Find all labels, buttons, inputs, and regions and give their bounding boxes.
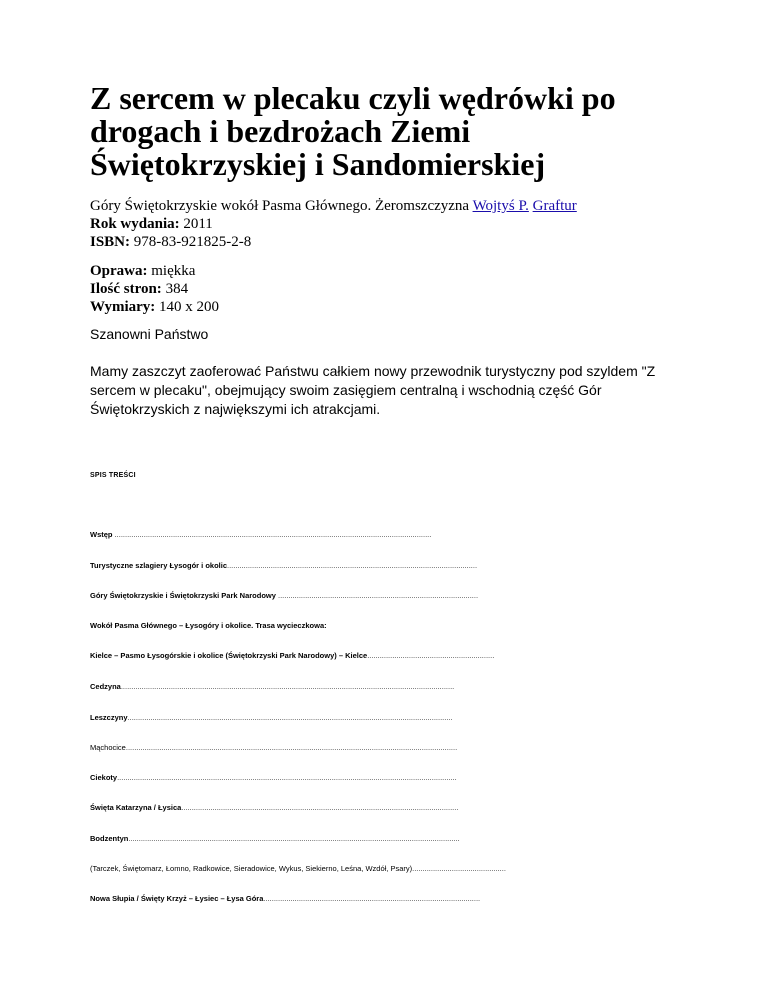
pages-row [90,280,730,298]
toc-item-text: Turystyczne szlagiery Łysogór i okolic [90,561,227,570]
binding-label: Oprawa: [90,263,148,279]
size-row [90,298,730,316]
toc-item-dots: ................................................................................................ [278,591,479,600]
year-value: 2011 [183,216,213,232]
toc-item [90,864,590,874]
binding-value: miękka [151,263,196,279]
toc-item [90,713,485,723]
toc-item [90,894,555,904]
isbn-label: ISBN: [90,234,131,250]
toc-item [90,651,545,661]
toc-item [90,530,480,540]
toc-item-text: Wokół Pasma Głównego – Łysogóry i okolice. Trasa wycieczkowa: [90,621,327,630]
subtitle-text: Góry Świętokrzyskie wokół Pasma Głównego. Żeromszczyzna [90,198,470,214]
toc-item [90,621,410,631]
toc-item-text: Leszczyny [90,713,128,722]
isbn-value: 978-83-921825-2-8 [133,234,252,250]
toc-item-dots: ........................................................................................................ [263,894,481,903]
year-row [90,215,730,233]
greeting: Szanowni Państwo [90,326,209,342]
toc-item-dots: ..................................................................................................................................... [181,803,459,812]
size-label: Wymiary: [90,299,156,315]
subtitle-line [90,197,730,215]
author-link[interactable]: Wojtyś P. [472,198,529,214]
toc-item [90,561,515,571]
book-specs [90,262,730,316]
toc-heading: SPIS TREŚCI [90,472,136,479]
toc-item-dots: ............................................................................................................................................................... [128,834,460,843]
toc-item-dots: ................................................................................................................................................................... [117,773,457,782]
toc-item [90,773,485,783]
pages-value: 384 [165,281,189,297]
toc-item-text: Ciekoty [90,773,118,782]
intro-paragraph: Mamy zaszczyt zaoferować Państwu całkiem nowy przewodnik turystyczny pod szyldem "Z sercem w plecaku", obejmujący swoim zasięgiem centralną i wschodnią część Gór Świętokrzyskich z największymi ich atrakcjami. [90,363,656,417]
toc-item [90,743,488,753]
isbn-row [90,233,730,251]
toc-item-text: Wstęp [90,530,115,539]
toc-item [90,834,488,844]
toc-item-dots: ............................................................................................................................................................... [125,743,458,752]
binding-row [90,262,730,280]
toc-item-text: Nowa Słupia / Święty Krzyż – Łysiec – Łysa Góra [90,894,264,903]
page-title: Z sercem w plecaku czyli wędrówki po drogach i bezdrożach Ziemi Świętokrzyskiej i Sandomierskiej [90,80,616,182]
toc-item-text: Góry Świętokrzyskie i Świętokrzyski Park Narodowy [90,591,278,600]
publisher-link[interactable]: Graftur [532,198,577,214]
pages-label: Ilość stron: [90,281,162,297]
toc-item [90,803,520,813]
toc-item [90,682,500,692]
toc-item-dots: ............................................. [412,864,506,873]
toc-item-dots: ............................................................. [367,651,495,660]
toc-item-text: Cedzyna [90,682,121,691]
toc-item-text: Bodzentyn [90,834,129,843]
year-label: Rok wydania: [90,216,180,232]
book-meta [90,197,730,251]
size-value: 140 x 200 [159,299,220,315]
toc-item-text: (Tarczek, Świętomarz, Łomno, Radkowice, Sieradowice, Wykus, Siekierno, Leśna, Wzdół, Psary) [90,864,413,873]
toc-item-dots: ................................................................................................................................................................ [120,682,455,691]
toc-item-text: Kielce – Pasmo Łysogórskie i okolice (Świętokrzyski Park Narodowy) – Kielce [90,651,368,660]
toc-item-dots: ........................................................................................................................ [227,561,478,570]
toc-item-text: Święta Katarzyna / Łysica [90,803,182,812]
toc-item [90,591,545,601]
toc-item-dots: ............................................................................................................................................................ [127,713,453,722]
toc-item-dots: ........................................................................................................................................................ [114,530,432,539]
toc-item-text: Mąchocice [90,743,126,752]
